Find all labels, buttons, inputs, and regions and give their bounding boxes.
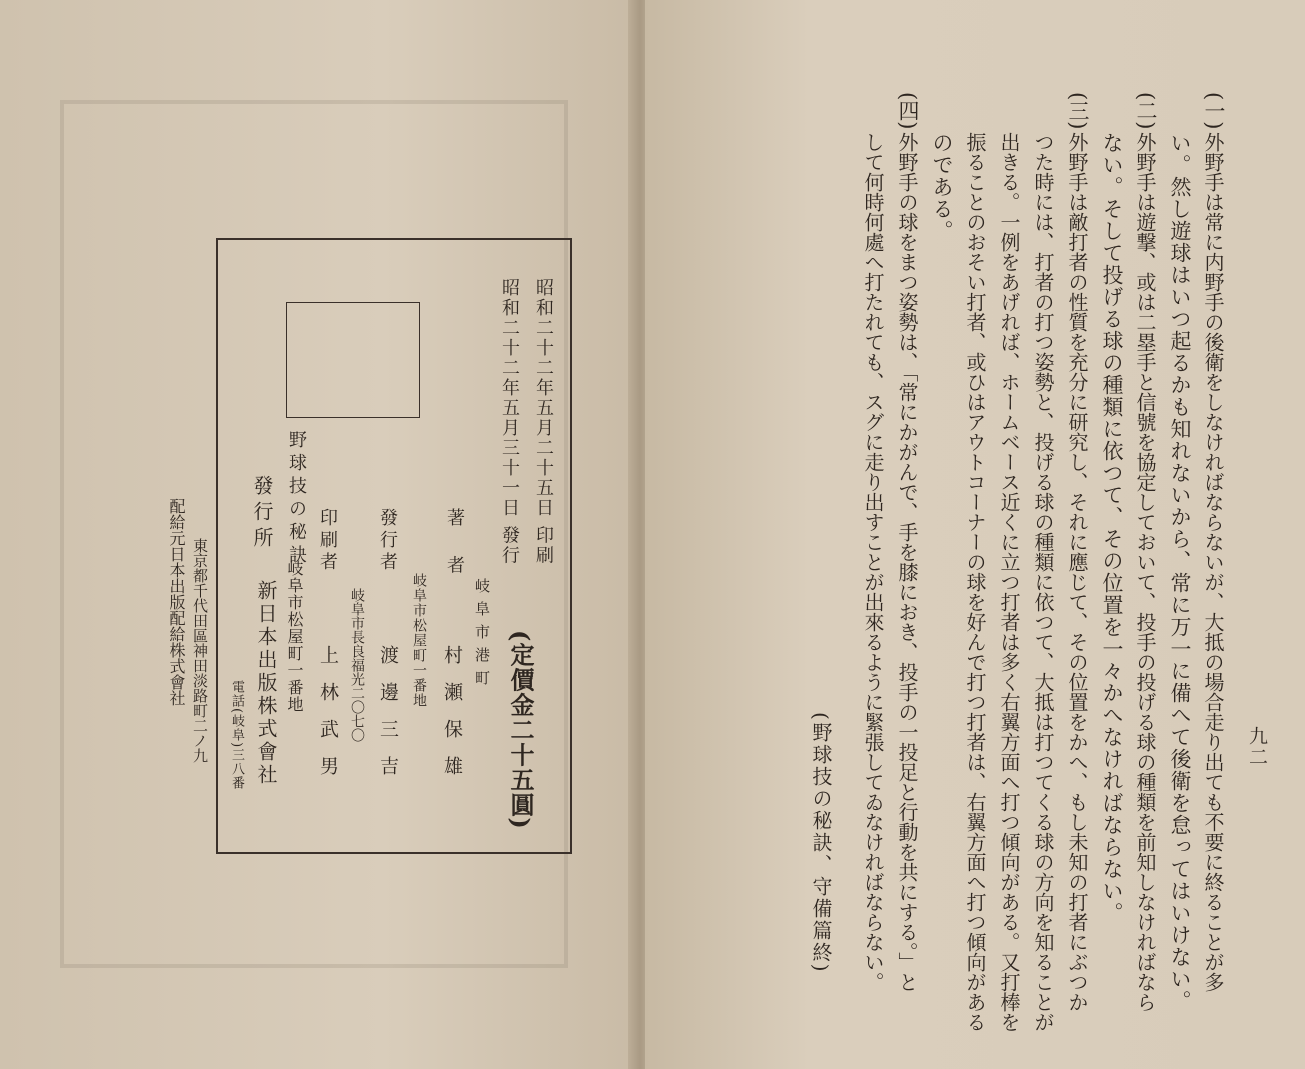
printer-name: 上林武男 [317, 645, 339, 793]
end-note: (野球技の秘訣、守備篇終) [809, 712, 833, 974]
body-line: 外野手は敵打者の性質を充分に研究し、それに應じて、その位置をかへ、もし未知の打者にぶつか [1065, 132, 1089, 1012]
print-date: 昭和二十二年五月二十五日 印刷 [533, 278, 554, 566]
printer-label: 印刷者 [317, 508, 338, 574]
publisher-label: 發行者 [377, 508, 398, 574]
house-phone: 電話(岐阜)三八番 [229, 680, 244, 791]
author-name: 村瀬保雄 [441, 645, 463, 793]
body-line: 出きる。一例をあげれば、ホームベース近くに立つ打者は多く右翼方面へ打つ傾向がある。又打棒を [997, 132, 1021, 1032]
house-name: 新日本出版株式會社 [254, 580, 278, 787]
body-line: い。然し遊球はいつ起るかも知れないから、常に万一に備へて後衛を怠ってはいけない。 [1168, 132, 1192, 1012]
publisher-name: 渡邊三吉 [377, 645, 399, 793]
page-number: 九二 [1246, 726, 1268, 768]
distributor-name: 配給元日本出版配給株式會社 [167, 498, 186, 706]
publisher-address: 岐阜市松屋町一番地 [411, 573, 427, 708]
body-line: のである。 [930, 132, 954, 242]
printer-address: 岐阜市長良福光二〇七〇 [349, 588, 365, 742]
left-page [0, 0, 640, 1069]
author-address: 岐阜市港町 [473, 578, 491, 693]
issue-date: 昭和二十二年五月三十一日 發行 [499, 278, 520, 566]
right-page [645, 0, 1305, 1069]
para-marker-2: (二) [1134, 92, 1158, 130]
body-line: ない。そして投げる球の種類に依つて、その位置を一々かへなければならない。 [1100, 132, 1124, 924]
body-line: 外野手は常に内野手の後衛をしなければならないが、大抵の場合走り出ても不要に終ることが多 [1201, 132, 1225, 992]
house-label: 發行所 [250, 475, 274, 553]
para-marker-1: (一) [1202, 92, 1226, 130]
para-marker-3: (三) [1066, 92, 1090, 130]
author-label: 著 者 [444, 508, 465, 586]
seal-box [286, 302, 420, 418]
body-line: 外野手は遊撃、或は二塁手と信號を協定しておいて、投手の投げる球の種類を前知しなければなら [1133, 132, 1157, 1012]
price: (定價金二十五圓) [506, 630, 535, 830]
para-marker-4: (四) [896, 92, 920, 130]
body-line: 振ることのおそい打者、或ひはアウトコーナーの球を好んで打つ打者は、右翼方面へ打つ傾向がある [963, 132, 987, 1032]
body-line: つた時には、打者の打つ姿勢と、投げる球の種類に依つて、大抵は打つてくる球の方向を知ることが [1031, 132, 1055, 1032]
house-address: 岐阜市松屋町一番地 [285, 560, 304, 713]
body-line: して何時何處へ打たれても、スグに走り出すことが出來るように緊張してゐなければならない。 [861, 132, 885, 992]
distributor-address: 東京都千代田區神田淡路町二ノ九 [191, 538, 209, 763]
body-line: 外野手の球をまつ姿勢は、「常にかがんで、手を膝におき、投手の一投足と行動を共にする。」と [895, 132, 919, 992]
book-title: 野球技の秘訣 [286, 430, 307, 568]
